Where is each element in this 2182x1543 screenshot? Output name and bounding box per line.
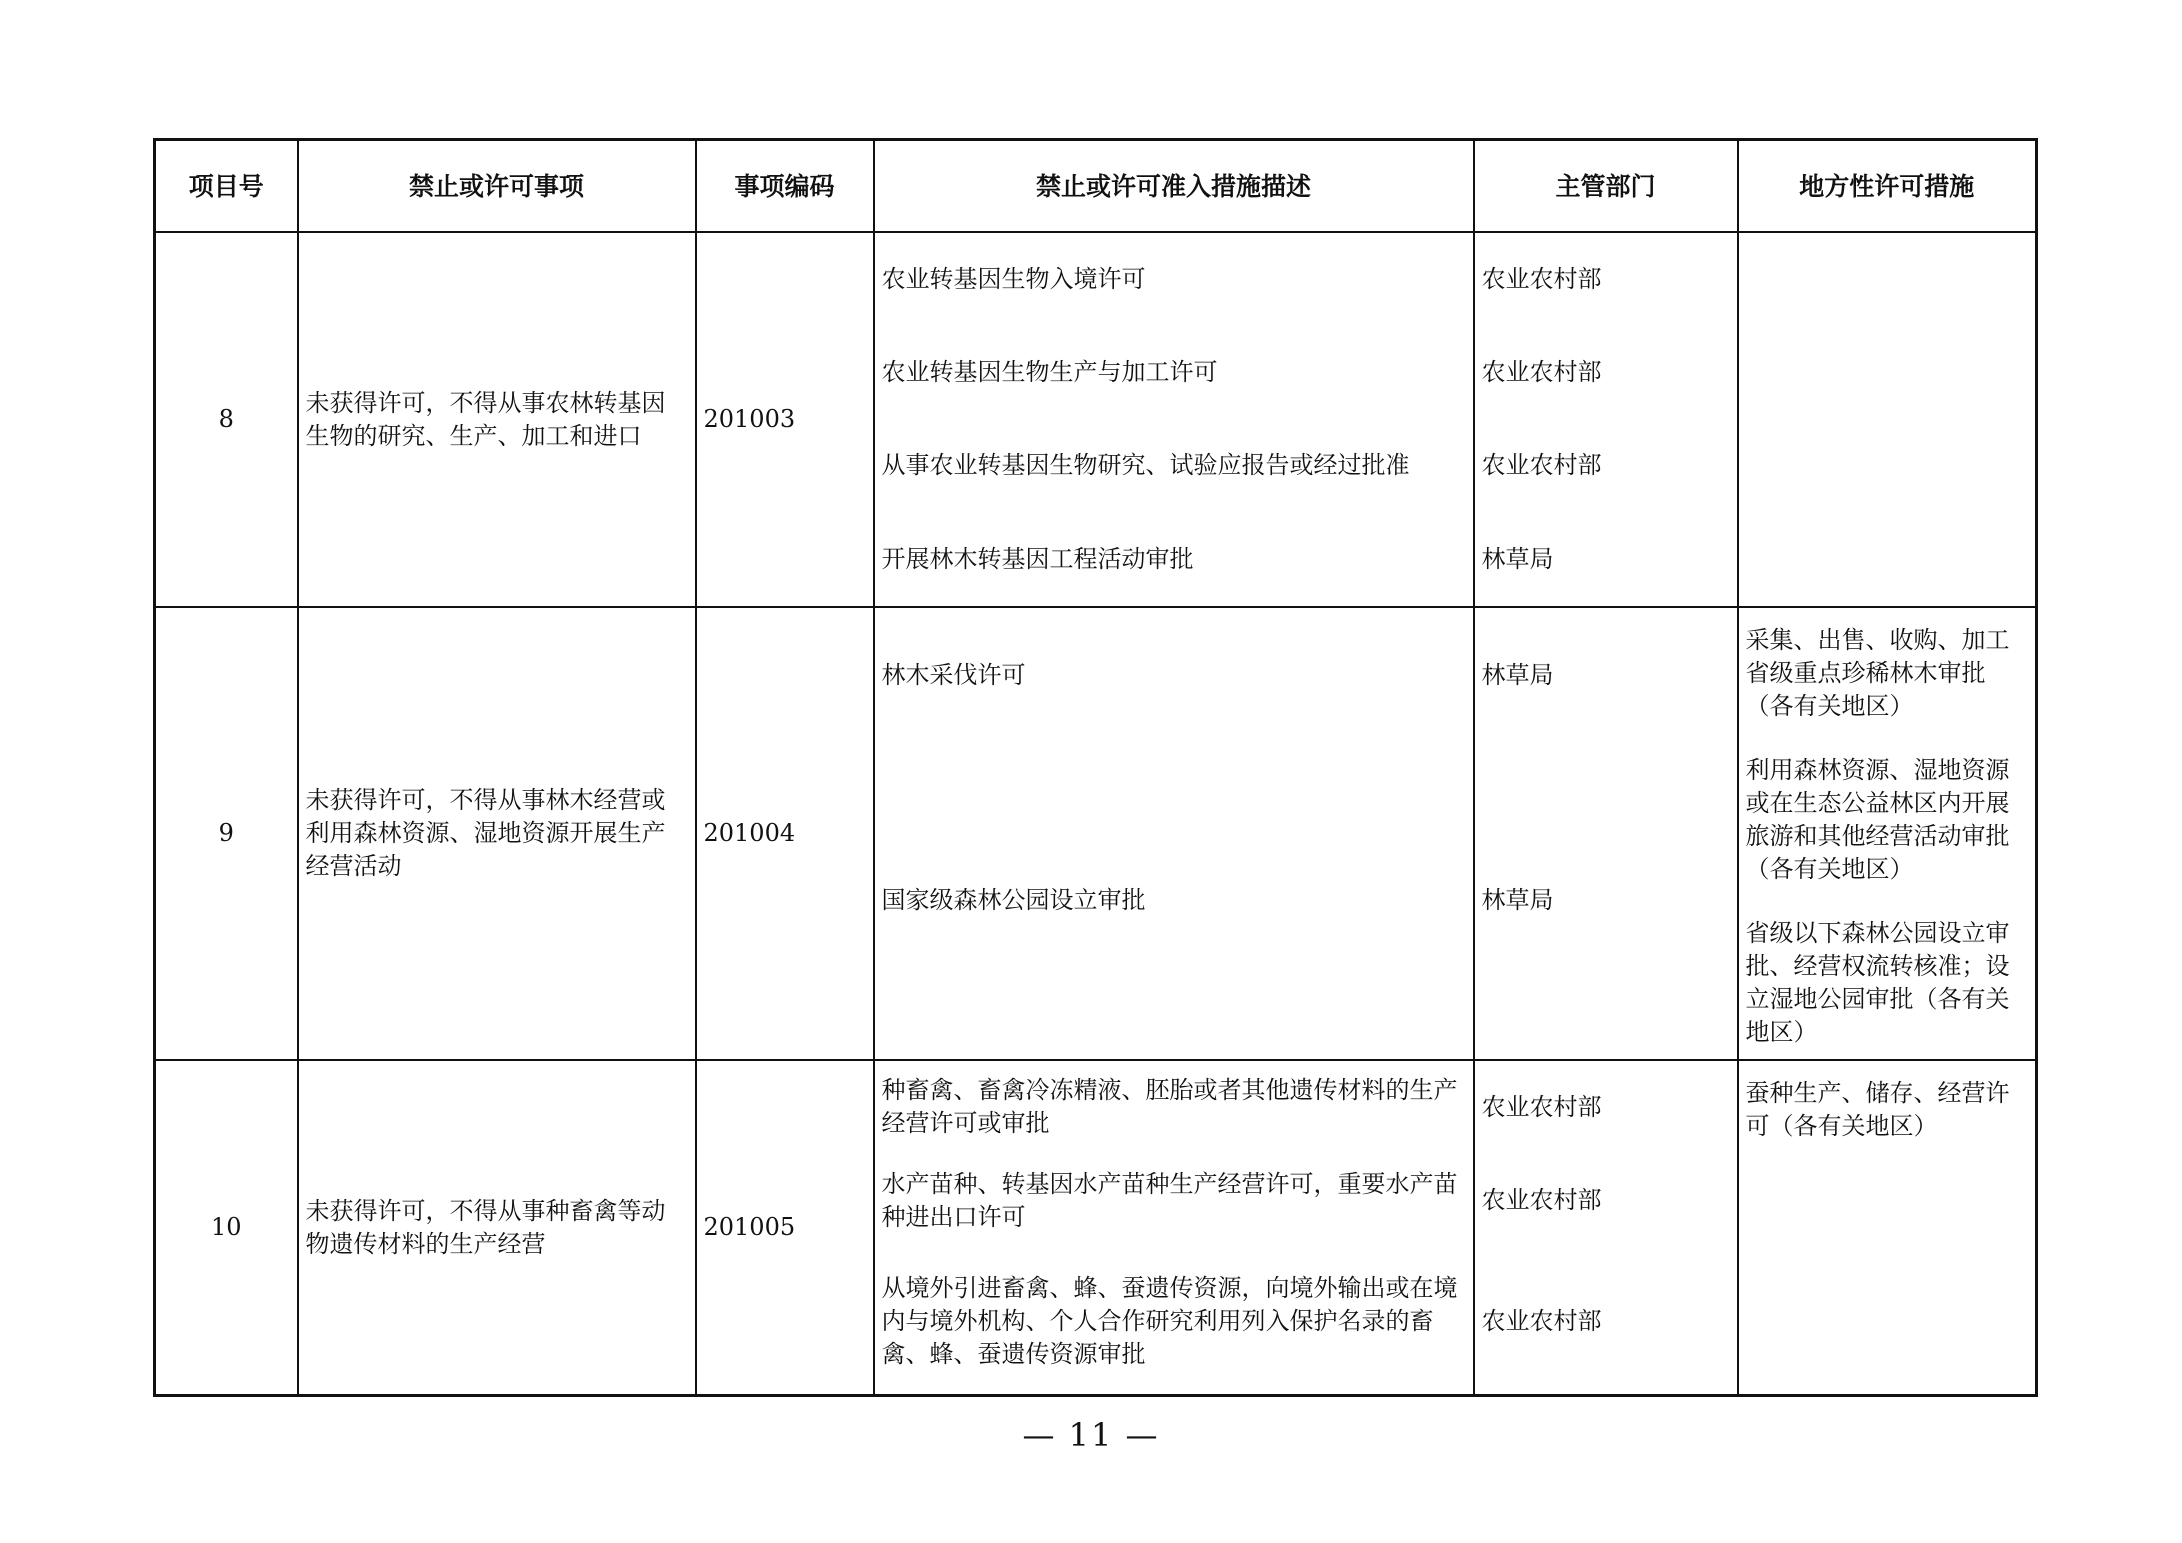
local-measures-cell [1738,232,2037,607]
measure-dept-cell [1474,607,1738,1060]
measure-desc: 从境外引进畜禽、蜂、蚕遗传资源，向境外输出或在境内与境外机构、个人合作研究利用列入保护名录的畜禽、蜂、蚕遗传资源审批 [881,1273,1458,1368]
item-title: 未获得许可，不得从事农林转基因生物的研究、生产、加工和进口 [298,232,696,607]
measure-desc: 从事农业转基因生物研究、试验应报告或经过批准 [881,451,1410,479]
measure-desc: 种畜禽、畜禽冷冻精液、胚胎或者其他遗传材料的生产经营许可或审批 [881,1076,1458,1137]
item-number: 9 [155,607,298,1060]
table-row [155,232,2037,607]
item-code: 201003 [696,232,874,607]
measure-dept: 农业农村部 [1481,358,1602,386]
table-row [155,1060,2037,1396]
local-measures-cell [1738,607,2037,1060]
measure-dept: 农业农村部 [1481,1092,1602,1121]
local-measure: 采集、出售、收购、加工省级重点珍稀林木审批（各有关地区） [1745,626,2010,720]
measure-desc: 林木采伐许可 [881,660,1026,689]
measure-dept: 农业农村部 [1481,265,1602,293]
item-title: 未获得许可，不得从事林木经营或利用森林资源、湿地资源开展生产经营活动 [298,607,696,1060]
table-row [155,607,2037,1060]
measure-dept: 农业农村部 [1481,1306,1602,1335]
page-number: — 11 — [1022,1416,1160,1454]
header-desc: 禁止或许可准入措施描述 [874,140,1474,233]
measure-desc: 开展林木转基因工程活动审批 [881,544,1194,573]
measure-dept: 农业农村部 [1481,451,1602,479]
measure-desc: 水产苗种、转基因水产苗种生产经营许可，重要水产苗种进出口许可 [881,1169,1458,1231]
measure-dept-cell [1474,232,1738,607]
local-measures-cell [1738,1060,2037,1396]
permit-table [153,138,2038,1397]
measure-desc: 国家级森林公园设立审批 [881,885,1146,914]
item-number: 10 [155,1060,298,1396]
header-local: 地方性许可措施 [1738,140,2037,233]
local-measure: 蚕种生产、储存、经营许可（各有关地区） [1745,1079,2010,1140]
header-code: 事项编码 [696,140,874,233]
header-row [155,140,2037,233]
measure-desc-cell [874,607,1474,1060]
item-code: 201005 [696,1060,874,1396]
header-item-no: 项目号 [155,140,298,233]
measure-dept: 林草局 [1481,544,1554,573]
measure-desc-cell [874,232,1474,607]
local-measure: 利用森林资源、湿地资源或在生态公益林区内开展旅游和其他经营活动审批（各有关地区） [1745,756,2010,883]
measure-desc-cell [874,1060,1474,1396]
measure-desc: 农业转基因生物生产与加工许可 [881,358,1218,386]
item-code: 201004 [696,607,874,1060]
measure-desc: 农业转基因生物入境许可 [881,265,1146,293]
item-title: 未获得许可，不得从事种畜禽等动物遗传材料的生产经营 [298,1060,696,1396]
measure-dept: 农业农村部 [1481,1186,1602,1214]
item-number: 8 [155,232,298,607]
header-dept: 主管部门 [1474,140,1738,233]
local-measure: 省级以下森林公园设立审批、经营权流转核准；设立湿地公园审批（各有关地区） [1745,919,2010,1046]
measure-dept: 林草局 [1481,885,1554,914]
header-item: 禁止或许可事项 [298,140,696,233]
measure-dept-cell [1474,1060,1738,1396]
measure-dept: 林草局 [1481,660,1554,689]
